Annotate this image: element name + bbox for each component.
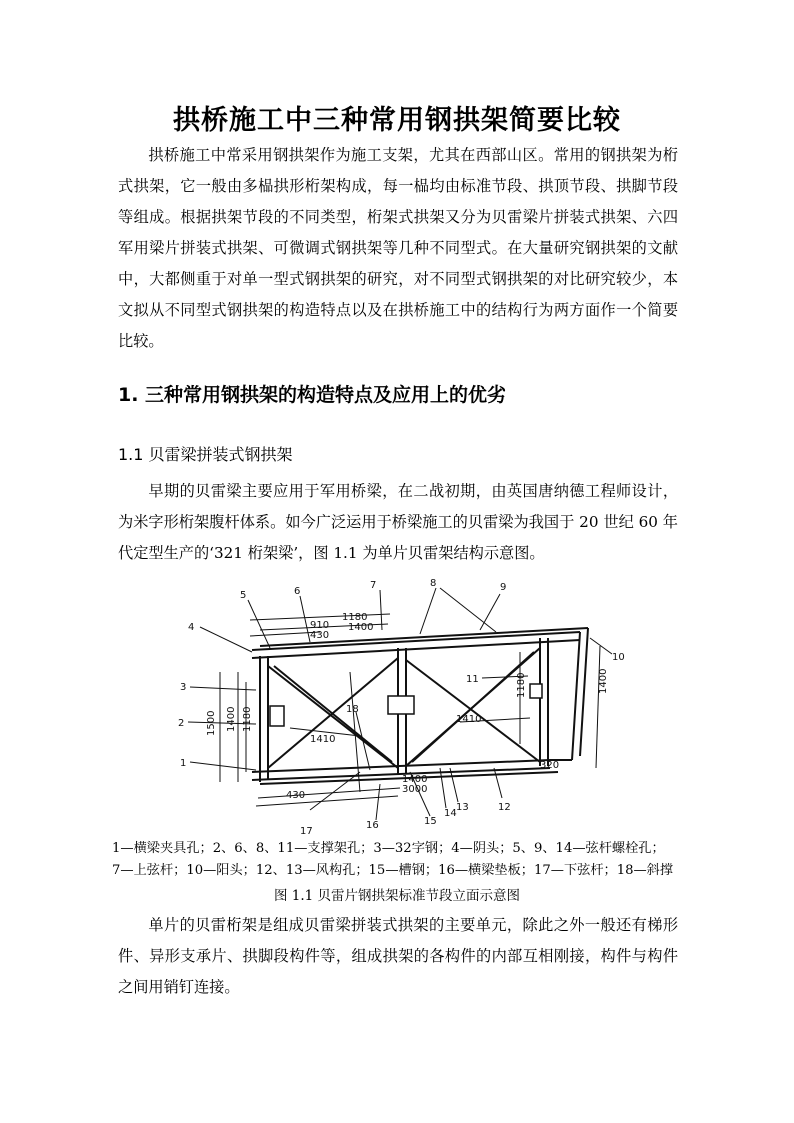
intro-paragraph: 拱桥施工中常采用钢拱架作为施工支架，尤其在西部山区。常用的钢拱架为桁式拱架，它一般由多榀拱形桁架构成，每一榀均由标准节段、拱顶节段、拱脚节段等组成。根据拱架节段的不同类型，桁架式拱架又分为贝雷梁片拼装式拱架、六四军用梁片拼装式拱架、可微调式钢拱架等几种不同型式。在大量研究钢拱架的文献中，大都侧重于对单一型式钢拱架的研究，对不同型式钢拱架的对比研究较少，本文拟从不同型式钢拱架的构造特点以及在拱桥施工中的结构行为两方面作一个简要比较。 <box>118 146 678 350</box>
dim-1400-left: 1400 <box>226 706 237 732</box>
callout-1: 1 <box>180 758 187 769</box>
dim-1400-bottom: 1400 <box>402 774 428 785</box>
dim-1400-right: 1400 <box>598 668 609 694</box>
dim-910: 910 <box>310 620 330 631</box>
dim-430-top: 430 <box>310 630 330 641</box>
callout-2: 2 <box>178 718 185 729</box>
callout-5: 5 <box>240 590 247 601</box>
callout-13: 13 <box>456 802 469 813</box>
section-heading-1: 1. 三种常用钢拱架的构造特点及应用上的优劣 <box>118 384 507 406</box>
dim-1180-left: 1180 <box>242 706 253 732</box>
figure-caption: 图 1.1 贝雷片钢拱架标准节段立面示意图 <box>273 888 521 904</box>
callout-4: 4 <box>188 622 195 633</box>
callout-18: 18 <box>346 704 359 715</box>
callout-17: 17 <box>300 826 313 837</box>
callout-8: 8 <box>430 578 437 589</box>
truss-frame <box>252 628 588 784</box>
callout-12: 12 <box>498 802 511 813</box>
document-title: 拱桥施工中三种常用钢拱架简要比较 <box>173 105 621 136</box>
dim-3000: 3000 <box>402 784 428 795</box>
figure-legend-line-2: 7—上弦杆；10—阳头；12、13—风构孔；15—槽钢；16—横梁垫板；17—下弦杆；18—斜撑 <box>112 863 674 878</box>
callout-14: 14 <box>444 808 457 819</box>
callout-10: 10 <box>612 652 625 663</box>
figure-legend-line-1: 1—横梁夹具孔；2、6、8、11—支撑架孔；3—32字钢；4—阴头；5、9、14—弦杆螺栓孔； <box>112 841 665 856</box>
dim-1180-top: 1180 <box>342 612 368 623</box>
callout-6: 6 <box>294 586 301 597</box>
bailey-composition-paragraph: 单片的贝雷桁架是组成贝雷梁拼装式拱架的主要单元，除此之外一般还有梯形件、异形支承片、拱脚段构件等，组成拱架的各构件的内部互相刚接，构件与构件之间用销钉连接。 <box>118 916 678 996</box>
dim-320: 320 <box>540 760 560 771</box>
dim-1500: 1500 <box>206 710 217 736</box>
callout-9: 9 <box>500 582 507 593</box>
bailey-history-paragraph: 早期的贝雷梁主要应用于军用桥梁，在二战初期，由英国唐纳德工程师设计，为米字形桁架腹杆体系。如今广泛运用于桥梁施工的贝雷梁为我国于 20 世纪 60 年代定型生产的‘321 桁架梁’，图 1.1 为单片贝雷架结构示意图。 <box>118 482 678 562</box>
dim-1410-right: 1410 <box>456 714 482 725</box>
bailey-panel-figure <box>160 572 640 837</box>
dim-1400-top: 1400 <box>348 622 374 633</box>
dim-1180-right: 1180 <box>516 672 527 698</box>
dim-430-bottom: 430 <box>286 790 306 801</box>
callout-16: 16 <box>366 820 379 831</box>
dim-1410-left: 1410 <box>310 734 336 745</box>
callout-11: 11 <box>466 674 479 685</box>
callout-15: 15 <box>424 816 437 827</box>
callout-3: 3 <box>180 682 187 693</box>
callout-7: 7 <box>370 580 377 591</box>
subsection-heading-1-1: 1.1 贝雷梁拼装式钢拱架 <box>118 445 293 464</box>
